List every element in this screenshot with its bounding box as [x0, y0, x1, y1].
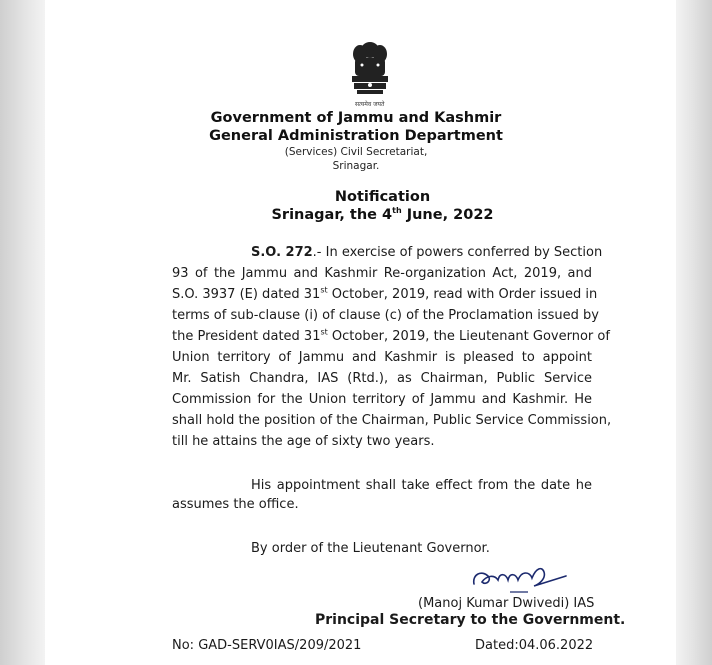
section-name: (Services) Civil Secretariat, — [284, 146, 428, 158]
reference-date: Dated:04.06.2022 — [475, 638, 594, 653]
body-line-7: Mr. Satish Chandra, IAS (Rtd.), as Chairman, Public Service — [172, 371, 592, 386]
body-line-8: Commission for the Union territory of Jammu and Kashmir. He — [172, 392, 592, 407]
body-line-1: S.O. 272.- In exercise of powers conferred by Section — [251, 245, 603, 260]
para2-line-1: His appointment shall take effect from the date he — [251, 478, 592, 493]
emblem-motto: सत्यमेव जयते — [355, 101, 385, 108]
body-line-4: terms of sub-clause (i) of clause (c) of the Proclamation issued by — [172, 308, 599, 323]
body-line-2: 93 of the Jammu and Kashmir Re-organization Act, 2019, and — [172, 266, 592, 281]
so-number: S.O. 272 — [251, 245, 313, 260]
body-line-9: shall hold the position of the Chairman, Public Service Commission, — [172, 413, 612, 428]
body-line-10: till he attains the age of sixty two years. — [172, 434, 435, 449]
notification-title: Notification — [334, 189, 431, 205]
reference-number: No: GAD-SERV0IAS/209/2021 — [172, 638, 362, 653]
para2-line-2: assumes the office. — [172, 497, 299, 512]
scan-left-edge — [0, 0, 45, 665]
signature-scribble — [470, 562, 580, 598]
notification-place-date: Srinagar, the 4th June, 2022 — [271, 206, 494, 223]
department-name: General Administration Department — [209, 128, 503, 144]
government-name: Government of Jammu and Kashmir — [210, 110, 502, 126]
body-line-6: Union territory of Jammu and Kashmir is pleased to appoint — [172, 350, 592, 365]
signatory-designation: Principal Secretary to the Government. — [315, 612, 626, 628]
body-line-5: the President dated 31st October, 2019, the Lieutenant Governor of — [172, 327, 610, 344]
signatory-name: (Manoj Kumar Dwivedi) IAS — [418, 596, 595, 611]
body-line-3: S.O. 3937 (E) dated 31st October, 2019, read with Order issued in — [172, 285, 598, 302]
city-name: Srinagar. — [332, 160, 380, 172]
order-line: By order of the Lieutenant Governor. — [251, 541, 490, 556]
scan-right-edge — [676, 0, 712, 665]
national-emblem-icon — [346, 40, 394, 108]
